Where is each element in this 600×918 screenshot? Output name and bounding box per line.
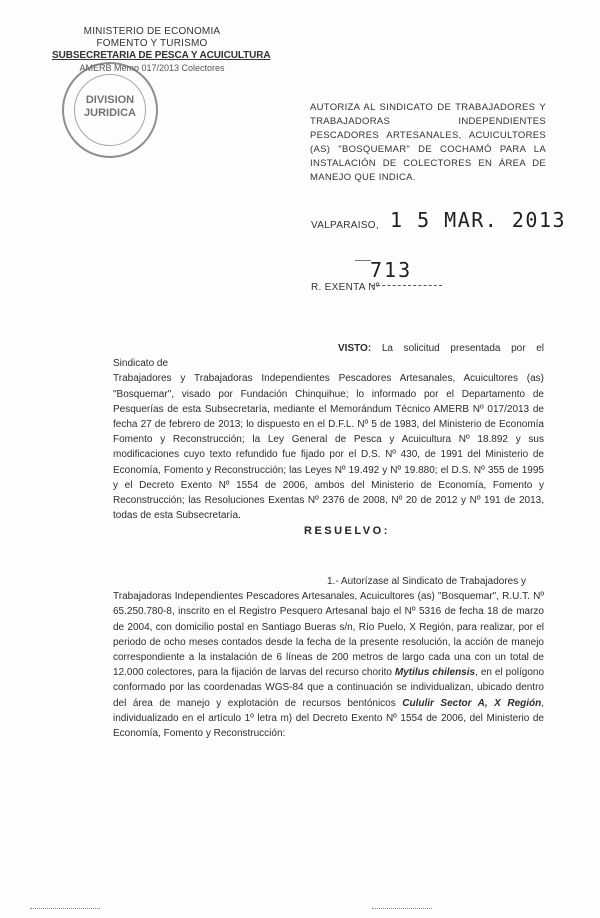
ministry-line-2: FOMENTO Y TURISMO: [96, 38, 208, 49]
stamp-line-2: JURIDICA: [84, 107, 136, 119]
exenta-label: R. EXENTA Nº: [311, 282, 380, 293]
area-name: Cululir Sector A, X Región: [402, 697, 542, 709]
dash-mark: [355, 260, 371, 261]
article-1-text-c: , individualizado en el artículo 1º letra m) del Decreto Exento Nº 1554 de 2006, del Ministerio de Economía, Fomento y Reconstrucción:: [113, 697, 545, 740]
visto-first-text: La solicitud presentada por el Sindicato de: [113, 343, 545, 370]
exenta-number: 713: [370, 258, 413, 282]
division-juridica-stamp: [62, 62, 158, 158]
article-1-text-b: , en el polígono conformado por las coordenadas WGS-84 que a continuación se individualizan, ubicado dentro del área de manejo y explotación de recursos bentónicos: [113, 667, 545, 709]
article-1-text-a: Trabajadoras Independientes Pescadores Artesanales, Acuicultores (as) "Bosquemar", R.U.T. Nº 65.250.780-8, inscrito en el Registro Pesquero Artesanal bajo el Nº 5316 de fecha 18 de marzo de 2004, con domicilio postal en Santiago Bueras s/n, Río Puelo, X Región, para realizar, por el periodo de ocho meses contados desde la fecha de la presente resolución, la acción de manejo correspondiente a la instalación de 6 líneas de 200 metros de largo cada una con un total de 12.000 colectores, para la fijación de larvas del recurso chorito: [113, 591, 544, 679]
visto-first-line: [113, 341, 544, 371]
article-1-paragraph: [113, 574, 544, 741]
stamp-label: [64, 94, 156, 120]
visto-paragraph: [113, 341, 544, 523]
letterhead: [52, 26, 271, 74]
article-1-first-line: 1.- Autorízase al Sindicato de Trabajadores y: [327, 576, 527, 587]
resolution-title: AUTORIZA AL SINDICATO DE TRABAJADORES Y TRABAJADORAS INDEPENDIENTES PESCADORES ARTESANALES, ACUICULTORES (AS) "BOSQUEMAR" DE COCHAMÓ PARA LA INSTALACIÓN DE COLECTORES EN ÁREA DE MANEJO QUE INDICA.: [310, 102, 546, 183]
date-stamp: 1 5 MAR. 2013: [390, 208, 567, 232]
visto-text: Trabajadores y Trabajadoras Independientes Pescadores Artesanales, Acuicultores (as) "Bosquemar", visado por Fundación Chinquihue; lo informado por el Departamento de Pesquerías de esta Subsecretaría, mediante el Memorándum Técnico AMERB Nº 017/2013 de fecha 27 de febrero de 2013; lo dispuesto en el D.F.L. Nº 5 de 1983, del Ministerio de Economía Fomento y Reconstrucción; la Ley General de Pesca y Acuicultura Nº 18.892 y sus modificaciones cuyo texto refundido fue fijado por el D.S. Nº 430, de 1991 del Ministerio de Economía, Fomento y Reconstrucción; las Leyes Nº 19.492 y Nº 19.880; el D.S. Nº 355 de 1995 y el Decreto Exento Nº 1554 de 2006, ambos del Ministerio de Economía, Fomento y Reconstrucción; las Resoluciones Exentas Nº 2376 de 2008, Nº 20 de 2012 y Nº 191 de 2013, todas de esta Subsecretaría.: [113, 373, 544, 522]
exenta-underline: [372, 285, 442, 286]
memo-reference: AMERB Memo 017/2013 Colectores: [79, 63, 225, 73]
species-name: Mytilus chilensis: [394, 667, 476, 679]
ministry-line-1: MINISTERIO DE ECONOMIA: [83, 26, 221, 37]
place-label: VALPARAISO,: [311, 220, 379, 231]
resuelvo-heading: RESUELVO:: [304, 525, 390, 537]
footer-mark-left: [30, 908, 100, 909]
visto-lead: VISTO:: [338, 343, 372, 354]
stamp-line-1: DIVISION: [85, 94, 135, 106]
footer-mark-right: [372, 908, 432, 909]
subsecretaria-name: SUBSECRETARIA DE PESCA Y ACUICULTURA: [52, 50, 271, 61]
